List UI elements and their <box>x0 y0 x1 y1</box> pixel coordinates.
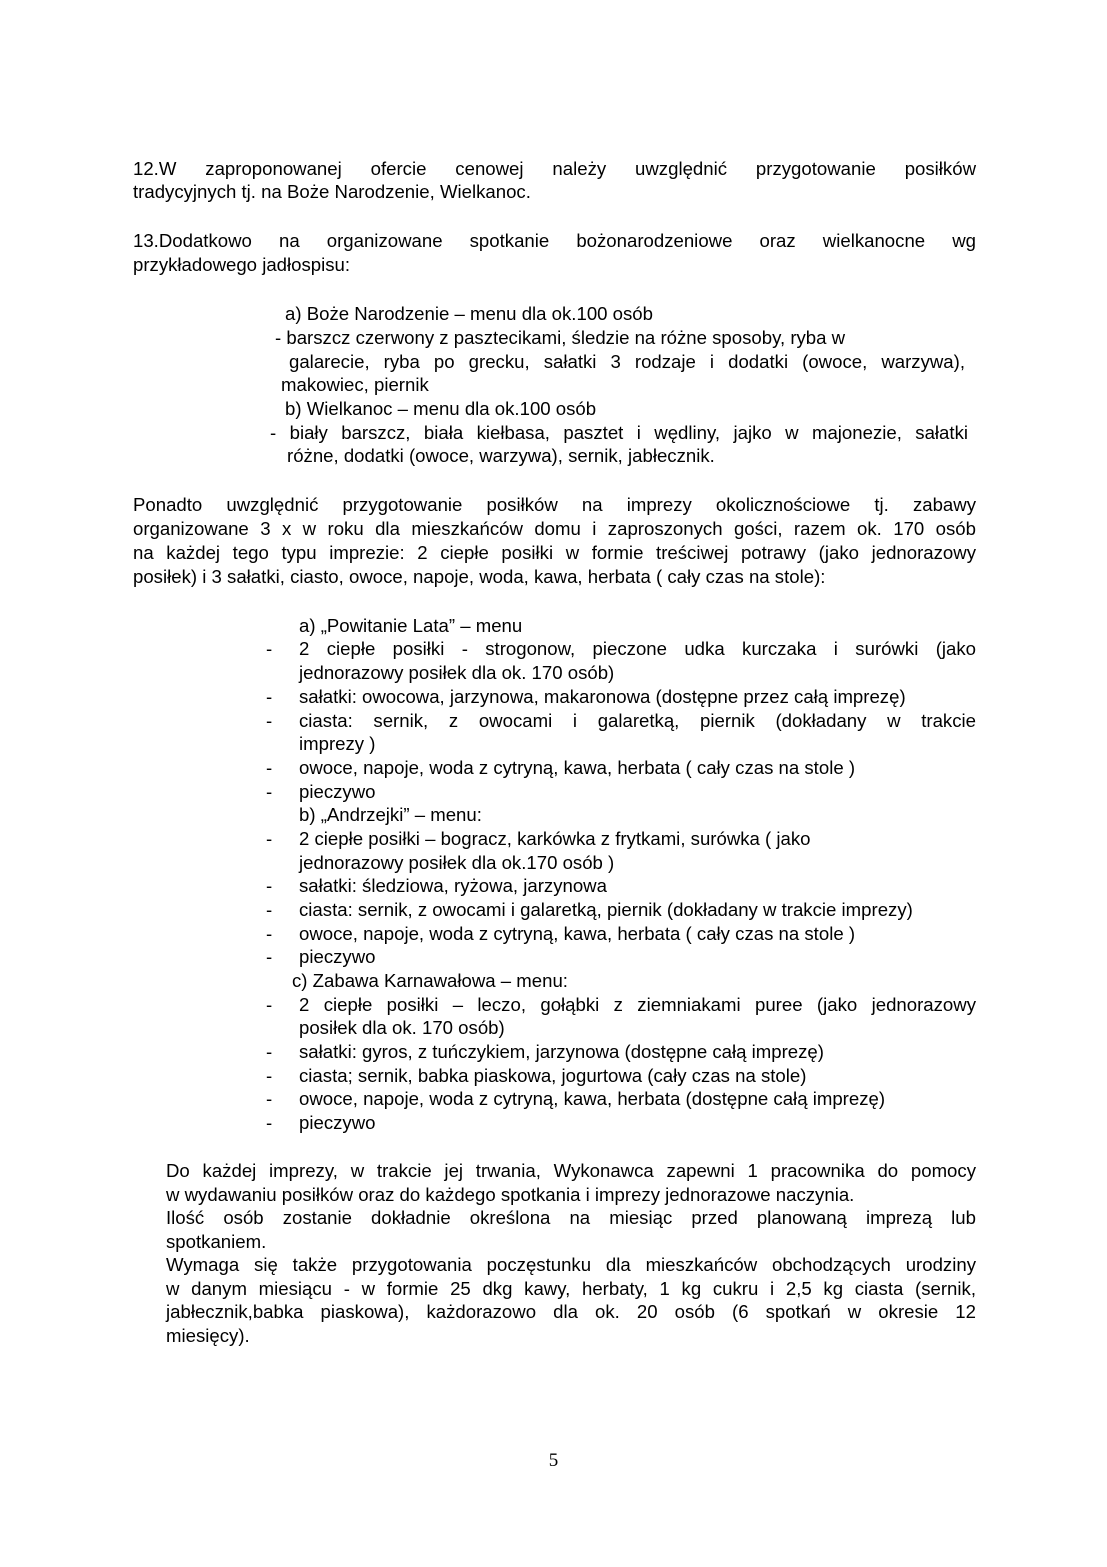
ponadto-line1: Ponadto uwzględnić przygotowanie posiłków na imprezy okolicznościowe tj. zabawy <box>133 494 976 515</box>
bullet-dash: - <box>266 994 273 1015</box>
bullet-dash: - <box>266 686 273 707</box>
bullet-dash: - <box>266 781 273 802</box>
event-b-item1-line2: jednorazowy posiłek dla ok.170 osób ) <box>299 852 615 873</box>
event-a-item5: pieczywo <box>299 781 376 802</box>
closing-line5: Wymaga się także przygotowania poczęstunku dla mieszkańców obchodzących urodziny <box>166 1254 976 1275</box>
bullet-dash: - <box>266 757 273 778</box>
item13-line2: przykładowego jadłospisu: <box>133 254 351 275</box>
ponadto-line4: posiłek) i 3 sałatki, ciasto, owoce, napoje, woda, kawa, herbata ( cały czas na stole): <box>133 566 826 587</box>
event-a-item1-line2: jednorazowy posiłek dla ok. 170 osób) <box>299 662 615 683</box>
event-b-item2: sałatki: śledziowa, ryżowa, jarzynowa <box>299 875 607 896</box>
bullet-dash: - <box>266 1088 273 1109</box>
event-a-title: a) „Powitanie Lata” – menu <box>299 615 523 636</box>
event-a-item2: sałatki: owocowa, jarzynowa, makaronowa (dostępne przez całą imprezę) <box>299 686 906 707</box>
bullet-dash: - <box>266 923 273 944</box>
bullet-dash: - <box>266 899 273 920</box>
bullet-dash: - <box>266 1065 273 1086</box>
event-a-item3-line1: ciasta: sernik, z owocami i galaretką, piernik (dokładany w trakcie <box>299 710 976 731</box>
bullet-dash: - <box>266 710 273 731</box>
bullet-dash: - <box>266 875 273 896</box>
item12-line1: 12.W zaproponowanej ofercie cenowej należy uwzględnić przygotowanie posiłków <box>133 158 976 179</box>
menu-a-line2: galarecie, ryba po grecku, sałatki 3 rodzaje i dodatki (owoce, warzywa), <box>289 351 965 372</box>
item12-line2: tradycyjnych tj. na Boże Narodzenie, Wielkanoc. <box>133 181 531 202</box>
bullet-dash: - <box>266 638 273 659</box>
event-b-item3: ciasta: sernik, z owocami i galaretką, piernik (dokładany w trakcie imprezy) <box>299 899 913 920</box>
ponadto-line2: organizowane 3 x w roku dla mieszkańców domu i zaproszonych gości, razem ok. 170 osób <box>133 518 976 539</box>
page-number: 5 <box>548 1450 559 1471</box>
event-c-item5: pieczywo <box>299 1112 376 1133</box>
event-b-title: b) „Andrzejki” – menu: <box>299 804 482 825</box>
event-a-item3-line2: imprezy ) <box>299 733 376 754</box>
item13-line1: 13.Dodatkowo na organizowane spotkanie bożonarodzeniowe oraz wielkanocne wg <box>133 230 976 251</box>
bullet-dash: - <box>266 946 273 967</box>
event-b-item1-line1: 2 ciepłe posiłki – bogracz, karkówka z frytkami, surówka ( jako <box>299 828 811 849</box>
event-b-item5: pieczywo <box>299 946 376 967</box>
menu-b-title: b) Wielkanoc – menu dla ok.100 osób <box>285 398 597 419</box>
closing-line2: w wydawaniu posiłków oraz do każdego spotkania i imprezy jednorazowe naczynia. <box>166 1184 855 1205</box>
event-b-item4: owoce, napoje, woda z cytryną, kawa, herbata ( cały czas na stole ) <box>299 923 856 944</box>
menu-b-line1: - biały barszcz, biała kiełbasa, pasztet i wędliny, jajko w majonezie, sałatki <box>270 422 968 443</box>
menu-b-line2: różne, dodatki (owoce, warzywa), sernik, jabłecznik. <box>287 445 715 466</box>
event-a-item4: owoce, napoje, woda z cytryną, kawa, herbata ( cały czas na stole ) <box>299 757 856 778</box>
bullet-dash: - <box>266 1112 273 1133</box>
event-c-item2: sałatki: gyros, z tuńczykiem, jarzynowa (dostępne całą imprezę) <box>299 1041 824 1062</box>
closing-line8: miesięcy). <box>166 1325 250 1346</box>
event-c-item1-line1: 2 ciepłe posiłki – leczo, gołąbki z ziemniakami puree (jako jednorazowy <box>299 994 976 1015</box>
event-c-item4: owoce, napoje, woda z cytryną, kawa, herbata (dostępne całą imprezę) <box>299 1088 886 1109</box>
closing-line6: w danym miesiącu - w formie 25 dkg kawy, herbaty, 1 kg cukru i 2,5 kg ciasta (sernik, <box>166 1278 976 1299</box>
event-c-item1-line2: posiłek dla ok. 170 osób) <box>299 1017 505 1038</box>
closing-line3: Ilość osób zostanie dokładnie określona na miesiąc przed planowaną imprezą lub <box>166 1207 976 1228</box>
closing-line7: jabłecznik,babka piaskowa), każdorazowo dla ok. 20 osób (6 spotkań w okresie 12 <box>166 1301 976 1322</box>
closing-line1: Do każdej imprezy, w trakcie jej trwania, Wykonawca zapewni 1 pracownika do pomocy <box>166 1160 976 1181</box>
menu-a-line1: - barszcz czerwony z pasztecikami, śledzie na różne sposoby, ryba w <box>275 327 846 348</box>
ponadto-line3: na każdej tego typu imprezie: 2 ciepłe posiłki w formie treściwej potrawy (jako jednorazowy <box>133 542 976 563</box>
event-c-item3: ciasta; sernik, babka piaskowa, jogurtowa (cały czas na stole) <box>299 1065 807 1086</box>
closing-line4: spotkaniem. <box>166 1231 267 1252</box>
bullet-dash: - <box>266 828 273 849</box>
menu-a-line3: makowiec, piernik <box>281 374 429 395</box>
bullet-dash: - <box>266 1041 273 1062</box>
event-c-title: c) Zabawa Karnawałowa – menu: <box>292 970 568 991</box>
menu-a-title: a) Boże Narodzenie – menu dla ok.100 osób <box>285 303 653 324</box>
event-a-item1-line1: 2 ciepłe posiłki - strogonow, pieczone udka kurczaka i surówki (jako <box>299 638 976 659</box>
